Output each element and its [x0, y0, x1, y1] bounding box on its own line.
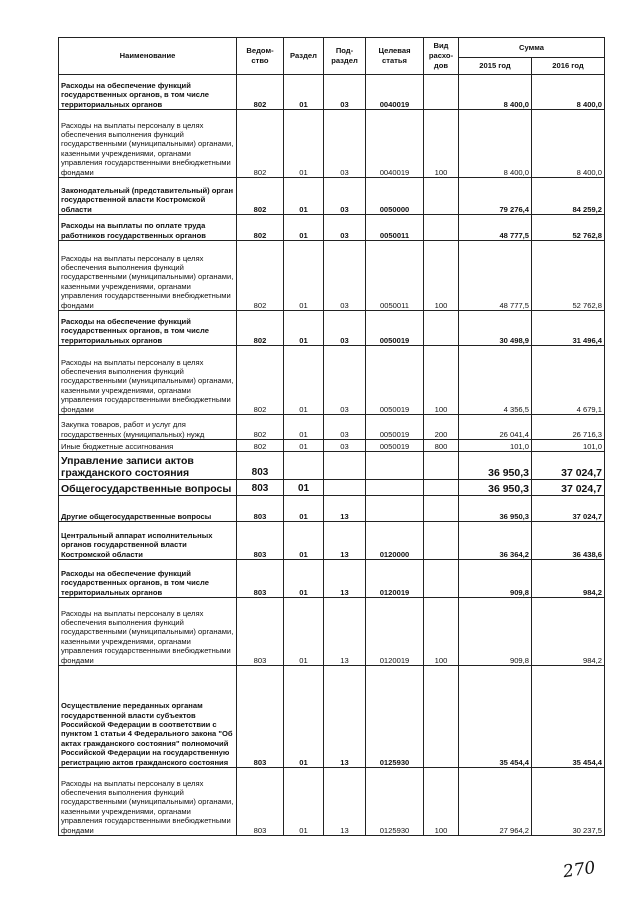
header-subsection: Под-раздел	[324, 38, 366, 75]
cell-dept: 802	[237, 110, 284, 178]
cell-name: Расходы на выплаты персоналу в целях обеспечения выполнения функций государственными (муниципальными) органами, казенными учреждениями, органами управления государственными внебюджетными фондами	[59, 598, 237, 666]
cell-2015: 30 498,9	[459, 311, 532, 346]
cell-section: 01	[284, 215, 324, 241]
cell-name: Осуществление переданных органам государственной власти субъектов Российской Федерации в соответствии с пунктом 1 статьи 4 Федерального закона "Об актах гражданского состояния" полномочий Российской Федерации на государственную регистрацию актов гражданского состояния	[59, 666, 237, 768]
cell-target: 0050000	[366, 178, 424, 215]
cell-2015: 48 777,5	[459, 241, 532, 311]
cell-2016: 26 716,3	[532, 415, 605, 440]
cell-type: 100	[424, 110, 459, 178]
cell-2015: 36 950,3	[459, 480, 532, 496]
cell-type: 100	[424, 241, 459, 311]
cell-subsection: 03	[324, 215, 366, 241]
cell-type: 200	[424, 415, 459, 440]
header-section: Раздел	[284, 38, 324, 75]
cell-subsection	[324, 452, 366, 480]
cell-2016: 37 024,7	[532, 452, 605, 480]
cell-section: 01	[284, 110, 324, 178]
cell-target	[366, 480, 424, 496]
cell-section: 01	[284, 440, 324, 452]
table-row	[59, 496, 605, 522]
cell-dept: 803	[237, 598, 284, 666]
table-row	[59, 241, 605, 311]
cell-type	[424, 522, 459, 560]
cell-type	[424, 75, 459, 110]
cell-2015: 4 356,5	[459, 346, 532, 415]
cell-2016: 8 400,0	[532, 110, 605, 178]
cell-2016: 52 762,8	[532, 215, 605, 241]
cell-2016: 984,2	[532, 598, 605, 666]
cell-2015: 26 041,4	[459, 415, 532, 440]
table-row	[59, 178, 605, 215]
header-name: Наименование	[59, 38, 237, 75]
cell-2016: 984,2	[532, 560, 605, 598]
cell-subsection: 13	[324, 522, 366, 560]
cell-type	[424, 215, 459, 241]
header-type: Вид расхо-дов	[424, 38, 459, 75]
cell-2015: 909,8	[459, 560, 532, 598]
cell-dept: 803	[237, 452, 284, 480]
cell-target	[366, 452, 424, 480]
cell-dept: 803	[237, 666, 284, 768]
cell-name: Иные бюджетные ассигнования	[59, 440, 237, 452]
cell-subsection: 13	[324, 598, 366, 666]
cell-section: 01	[284, 522, 324, 560]
cell-name: Центральный аппарат исполнительных органов государственной власти Костромской области	[59, 522, 237, 560]
cell-2015: 48 777,5	[459, 215, 532, 241]
cell-target: 0125930	[366, 666, 424, 768]
cell-2016: 4 679,1	[532, 346, 605, 415]
cell-type: 100	[424, 346, 459, 415]
cell-subsection: 13	[324, 496, 366, 522]
cell-type	[424, 496, 459, 522]
budget-table	[58, 37, 605, 836]
cell-dept: 803	[237, 496, 284, 522]
table-row	[59, 415, 605, 440]
table-row	[59, 560, 605, 598]
cell-target: 0050019	[366, 346, 424, 415]
cell-subsection: 03	[324, 241, 366, 311]
cell-section: 01	[284, 768, 324, 836]
cell-2016: 8 400,0	[532, 75, 605, 110]
cell-2015: 35 454,4	[459, 666, 532, 768]
header-2015: 2015 год	[459, 58, 532, 75]
table-row	[59, 346, 605, 415]
cell-section: 01	[284, 75, 324, 110]
table-row	[59, 311, 605, 346]
cell-dept: 802	[237, 241, 284, 311]
cell-target: 0050019	[366, 415, 424, 440]
cell-target: 0050019	[366, 440, 424, 452]
cell-dept: 803	[237, 768, 284, 836]
cell-2015: 27 964,2	[459, 768, 532, 836]
cell-2016: 37 024,7	[532, 496, 605, 522]
cell-section: 01	[284, 480, 324, 496]
table-row	[59, 598, 605, 666]
cell-2016: 31 496,4	[532, 311, 605, 346]
cell-name: Расходы на выплаты персоналу в целях обеспечения выполнения функций государственными (муниципальными) органами, казенными учреждениями, органами управления государственными внебюджетными фондами	[59, 768, 237, 836]
cell-2015: 101,0	[459, 440, 532, 452]
header-sum: Сумма	[459, 38, 605, 58]
header-dept: Ведом-ство	[237, 38, 284, 75]
table-row	[59, 522, 605, 560]
cell-target: 0120019	[366, 560, 424, 598]
cell-target: 0040019	[366, 110, 424, 178]
cell-2015: 8 400,0	[459, 110, 532, 178]
table-row	[59, 215, 605, 241]
cell-name: Закупка товаров, работ и услуг для государственных (муниципальных) нужд	[59, 415, 237, 440]
cell-subsection: 03	[324, 178, 366, 215]
cell-subsection: 13	[324, 560, 366, 598]
cell-section: 01	[284, 311, 324, 346]
cell-2015: 36 950,3	[459, 496, 532, 522]
cell-2015: 79 276,4	[459, 178, 532, 215]
cell-dept: 803	[237, 522, 284, 560]
cell-name: Общегосударственные вопросы	[59, 480, 237, 496]
cell-subsection: 03	[324, 110, 366, 178]
cell-dept: 802	[237, 75, 284, 110]
cell-dept: 802	[237, 311, 284, 346]
cell-section	[284, 452, 324, 480]
cell-2015: 909,8	[459, 598, 532, 666]
cell-type	[424, 480, 459, 496]
cell-target	[366, 496, 424, 522]
cell-target: 0120019	[366, 598, 424, 666]
cell-name: Расходы на выплаты по оплате труда работников государственных органов	[59, 215, 237, 241]
cell-section: 01	[284, 415, 324, 440]
cell-dept: 803	[237, 560, 284, 598]
cell-2016: 30 237,5	[532, 768, 605, 836]
header-target: Целевая статья	[366, 38, 424, 75]
cell-target: 0125930	[366, 768, 424, 836]
cell-2016: 35 454,4	[532, 666, 605, 768]
table-body	[59, 75, 605, 836]
table-row	[59, 110, 605, 178]
table-row	[59, 666, 605, 768]
cell-subsection: 03	[324, 440, 366, 452]
table-row	[59, 452, 605, 480]
cell-dept: 802	[237, 215, 284, 241]
cell-section: 01	[284, 241, 324, 311]
cell-section: 01	[284, 346, 324, 415]
cell-section: 01	[284, 666, 324, 768]
cell-section: 01	[284, 496, 324, 522]
cell-name: Расходы на обеспечение функций государственных органов, в том числе территориальных органов	[59, 560, 237, 598]
cell-2016: 84 259,2	[532, 178, 605, 215]
cell-2016: 37 024,7	[532, 480, 605, 496]
cell-subsection	[324, 480, 366, 496]
cell-type	[424, 560, 459, 598]
cell-name: Другие общегосударственные вопросы	[59, 496, 237, 522]
cell-section: 01	[284, 560, 324, 598]
cell-subsection: 03	[324, 415, 366, 440]
cell-target: 0040019	[366, 75, 424, 110]
cell-dept: 802	[237, 178, 284, 215]
cell-name: Управление записи актов гражданского состояния	[59, 452, 237, 480]
cell-target: 0050019	[366, 311, 424, 346]
cell-type	[424, 666, 459, 768]
table-row	[59, 480, 605, 496]
cell-name: Расходы на обеспечение функций государственных органов, в том числе территориальных органов	[59, 311, 237, 346]
cell-type	[424, 452, 459, 480]
cell-name: Законодательный (представительный) орган государственной власти Костромской области	[59, 178, 237, 215]
cell-section: 01	[284, 178, 324, 215]
cell-2015: 8 400,0	[459, 75, 532, 110]
cell-dept: 802	[237, 415, 284, 440]
cell-subsection: 03	[324, 75, 366, 110]
cell-name: Расходы на выплаты персоналу в целях обеспечения выполнения функций государственными (муниципальными) органами, казенными учреждениями, органами управления государственными внебюджетными фондами	[59, 241, 237, 311]
cell-type: 100	[424, 598, 459, 666]
cell-2015: 36 950,3	[459, 452, 532, 480]
cell-target: 0120000	[366, 522, 424, 560]
cell-name: Расходы на выплаты персоналу в целях обеспечения выполнения функций государственными (муниципальными) органами, казенными учреждениями, органами управления государственными внебюджетными фондами	[59, 110, 237, 178]
cell-dept: 802	[237, 440, 284, 452]
cell-2016: 36 438,6	[532, 522, 605, 560]
table-row	[59, 440, 605, 452]
cell-name: Расходы на обеспечение функций государственных органов, в том числе территориальных органов	[59, 75, 237, 110]
cell-target: 0050011	[366, 241, 424, 311]
cell-target: 0050011	[366, 215, 424, 241]
cell-subsection: 13	[324, 768, 366, 836]
cell-name: Расходы на выплаты персоналу в целях обеспечения выполнения функций государственными (муниципальными) органами, казенными учреждениями, органами управления государственными внебюджетными фондами	[59, 346, 237, 415]
header-2016: 2016 год	[532, 58, 605, 75]
page-number: 270	[561, 857, 597, 883]
cell-type	[424, 311, 459, 346]
cell-2015: 36 364,2	[459, 522, 532, 560]
cell-2016: 101,0	[532, 440, 605, 452]
cell-2016: 52 762,8	[532, 241, 605, 311]
cell-type: 800	[424, 440, 459, 452]
cell-type: 100	[424, 768, 459, 836]
cell-dept: 803	[237, 480, 284, 496]
cell-dept: 802	[237, 346, 284, 415]
cell-subsection: 03	[324, 346, 366, 415]
cell-type	[424, 178, 459, 215]
table-row	[59, 75, 605, 110]
cell-subsection: 03	[324, 311, 366, 346]
cell-subsection: 13	[324, 666, 366, 768]
cell-section: 01	[284, 598, 324, 666]
table-row	[59, 768, 605, 836]
